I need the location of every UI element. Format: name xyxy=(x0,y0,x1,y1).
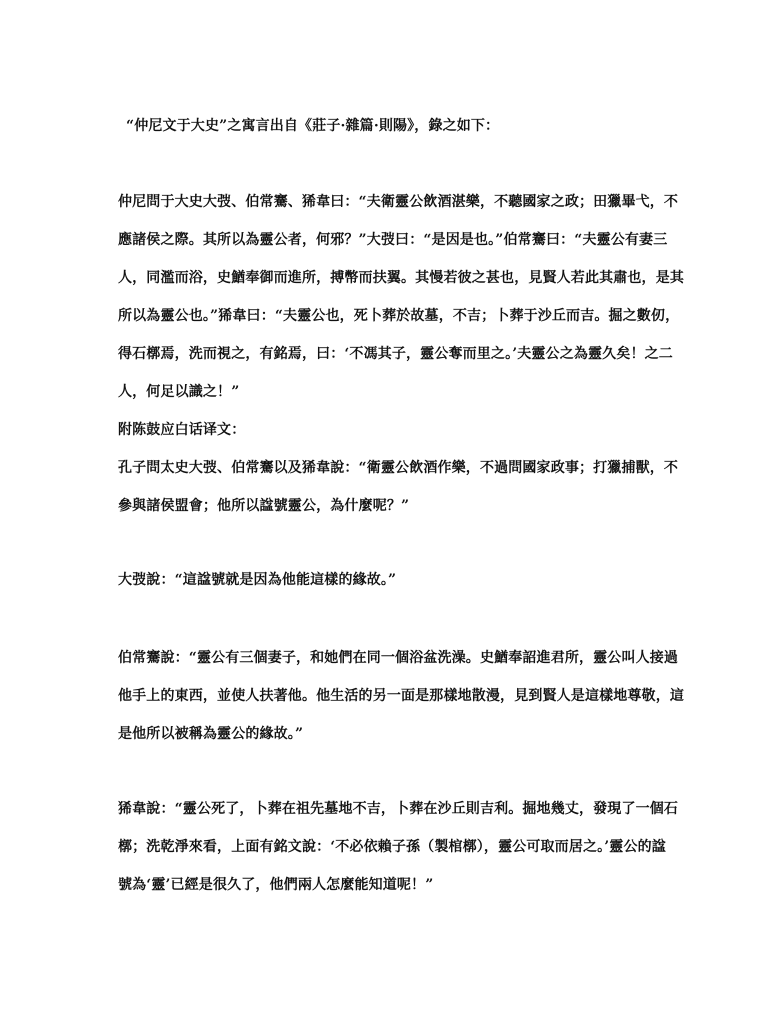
intro-line: “仲尼文于大史”之寓言出自《莊子·雜篇·則陽》，錄之如下： xyxy=(126,118,500,134)
xiwei-line-1: 狶韋說：“靈公死了，卜葬在祖先墓地不吉，卜葬在沙丘則吉利。掘地幾丈，發現了一個石 xyxy=(118,801,679,817)
translation-heading: 附陈鼓应白话译文： xyxy=(118,422,246,438)
dataotao-line: 大弢說：“這諡號就是因為他能這樣的緣故。” xyxy=(118,572,397,588)
translation-intro-line-2: 參與諸侯盟會；他所以諡號靈公，為什麼呢？” xyxy=(118,498,410,514)
xiwei-line-3: 號為‘靈’已經是很久了，他們兩人怎麼能知道呢！” xyxy=(118,877,434,893)
boshangqian-line-1: 伯常騫說：“靈公有三個妻子，和她們在同一個浴盆洗澡。史鰌奉詔進君所，靈公叫人接過 xyxy=(118,650,679,666)
original-line-3: 人，同濫而浴，史鰌奉御而進所，搏幣而扶翼。其慢若彼之甚也，見賢人若此其肅也，是其 xyxy=(118,270,684,286)
original-line-6: 人，何足以識之！” xyxy=(118,384,240,400)
xiwei-line-2: 槨；洗乾淨來看，上面有銘文說：‘不必依賴子孫（製棺槨），靈公可取而居之。’靈公的諡 xyxy=(118,839,666,855)
original-line-4: 所以為靈公也。”狶韋曰：“夫靈公也，死卜葬於故墓，不吉；卜葬于沙丘而吉。掘之數仞， xyxy=(118,308,680,324)
original-line-5: 得石槨焉，洗而視之，有銘焉，曰：‘不馮其子，靈公奪而里之。’夫靈公之為靈久矣！之二 xyxy=(118,346,673,362)
original-line-1: 仲尼問于大史大弢、伯常騫、狶韋曰：“夫衛靈公飲酒湛樂，不聽國家之政；田獵畢弋，不 xyxy=(118,194,679,210)
boshangqian-line-2: 他手上的東西，並使人扶著他。他生活的另一面是那樣地散漫，見到賢人是這樣地尊敬，這 xyxy=(118,688,684,704)
boshangqian-line-3: 是他所以被稱為靈公的緣故。” xyxy=(118,726,304,742)
original-line-2: 應諸侯之際。其所以為靈公者，何邪？”大弢曰：“是因是也。”伯常騫曰：“夫靈公有妻三 xyxy=(118,232,668,248)
translation-intro-line-1: 孔子問太史大弢、伯常騫以及狶韋說：“衛靈公飲酒作樂，不過問國家政事；打獵捕獸，不 xyxy=(118,460,679,476)
